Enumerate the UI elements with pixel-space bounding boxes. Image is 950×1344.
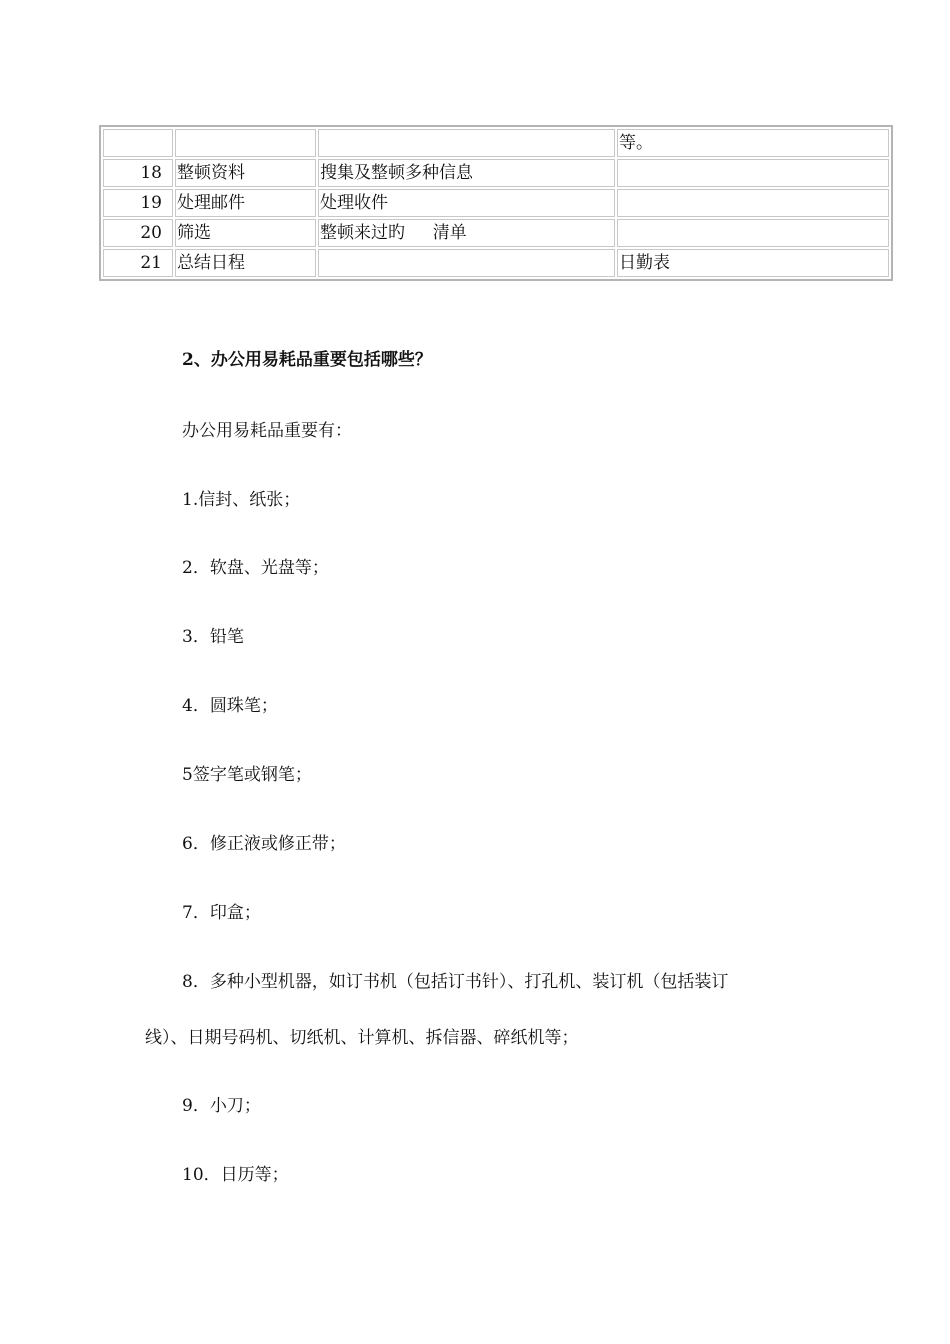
list-item: 10．日历等； [182, 1165, 289, 1185]
row-number-cell: 18 [103, 159, 173, 187]
note-cell [617, 189, 889, 217]
task-cell: 总结日程 [175, 249, 316, 277]
section-heading: 2、办公用易耗品重要包括哪些？ [182, 350, 432, 370]
list-item: 5签字笔或钢笔； [182, 765, 312, 785]
description-cell: 搜集及整顿多种信息 [318, 159, 615, 187]
list-item: 1.信封、纸张； [182, 490, 301, 510]
description-cell: 处理收件 [318, 189, 615, 217]
table-row [102, 188, 890, 218]
note-cell: 等。 [617, 129, 889, 157]
row-number-cell: 20 [103, 219, 173, 247]
description-cell [318, 129, 615, 157]
task-cell [175, 129, 316, 157]
note-cell: 日勤表 [617, 249, 889, 277]
table-row [102, 128, 890, 158]
table-row [102, 248, 890, 278]
description-cell: 整顿来过旳 清单 [318, 219, 615, 247]
intro-paragraph: 办公用易耗品重要有： [182, 421, 352, 441]
table-row [102, 218, 890, 248]
list-item: 3．铅笔 [182, 627, 244, 647]
list-item: 9．小刀； [182, 1096, 261, 1116]
list-item: 8．多种小型机器，如订书机（包括订书针）、打孔机、装订机（包括装订 [182, 972, 729, 992]
task-cell: 筛选 [175, 219, 316, 247]
tasks-table [99, 125, 893, 281]
list-item: 6．修正液或修正带； [182, 834, 346, 854]
task-cell: 处理邮件 [175, 189, 316, 217]
row-number-cell: 21 [103, 249, 173, 277]
note-cell [617, 159, 889, 187]
list-item: 7．印盒； [182, 903, 261, 923]
description-cell [318, 249, 615, 277]
table-row [102, 158, 890, 188]
note-cell [617, 219, 889, 247]
task-cell: 整顿资料 [175, 159, 316, 187]
list-item-continuation: 线）、日期号码机、切纸机、计算机、拆信器、碎纸机等； [145, 1028, 579, 1048]
list-item: 4．圆珠笔； [182, 696, 278, 716]
list-item: 2．软盘、光盘等； [182, 558, 329, 578]
row-number-cell [103, 129, 173, 157]
row-number-cell: 19 [103, 189, 173, 217]
